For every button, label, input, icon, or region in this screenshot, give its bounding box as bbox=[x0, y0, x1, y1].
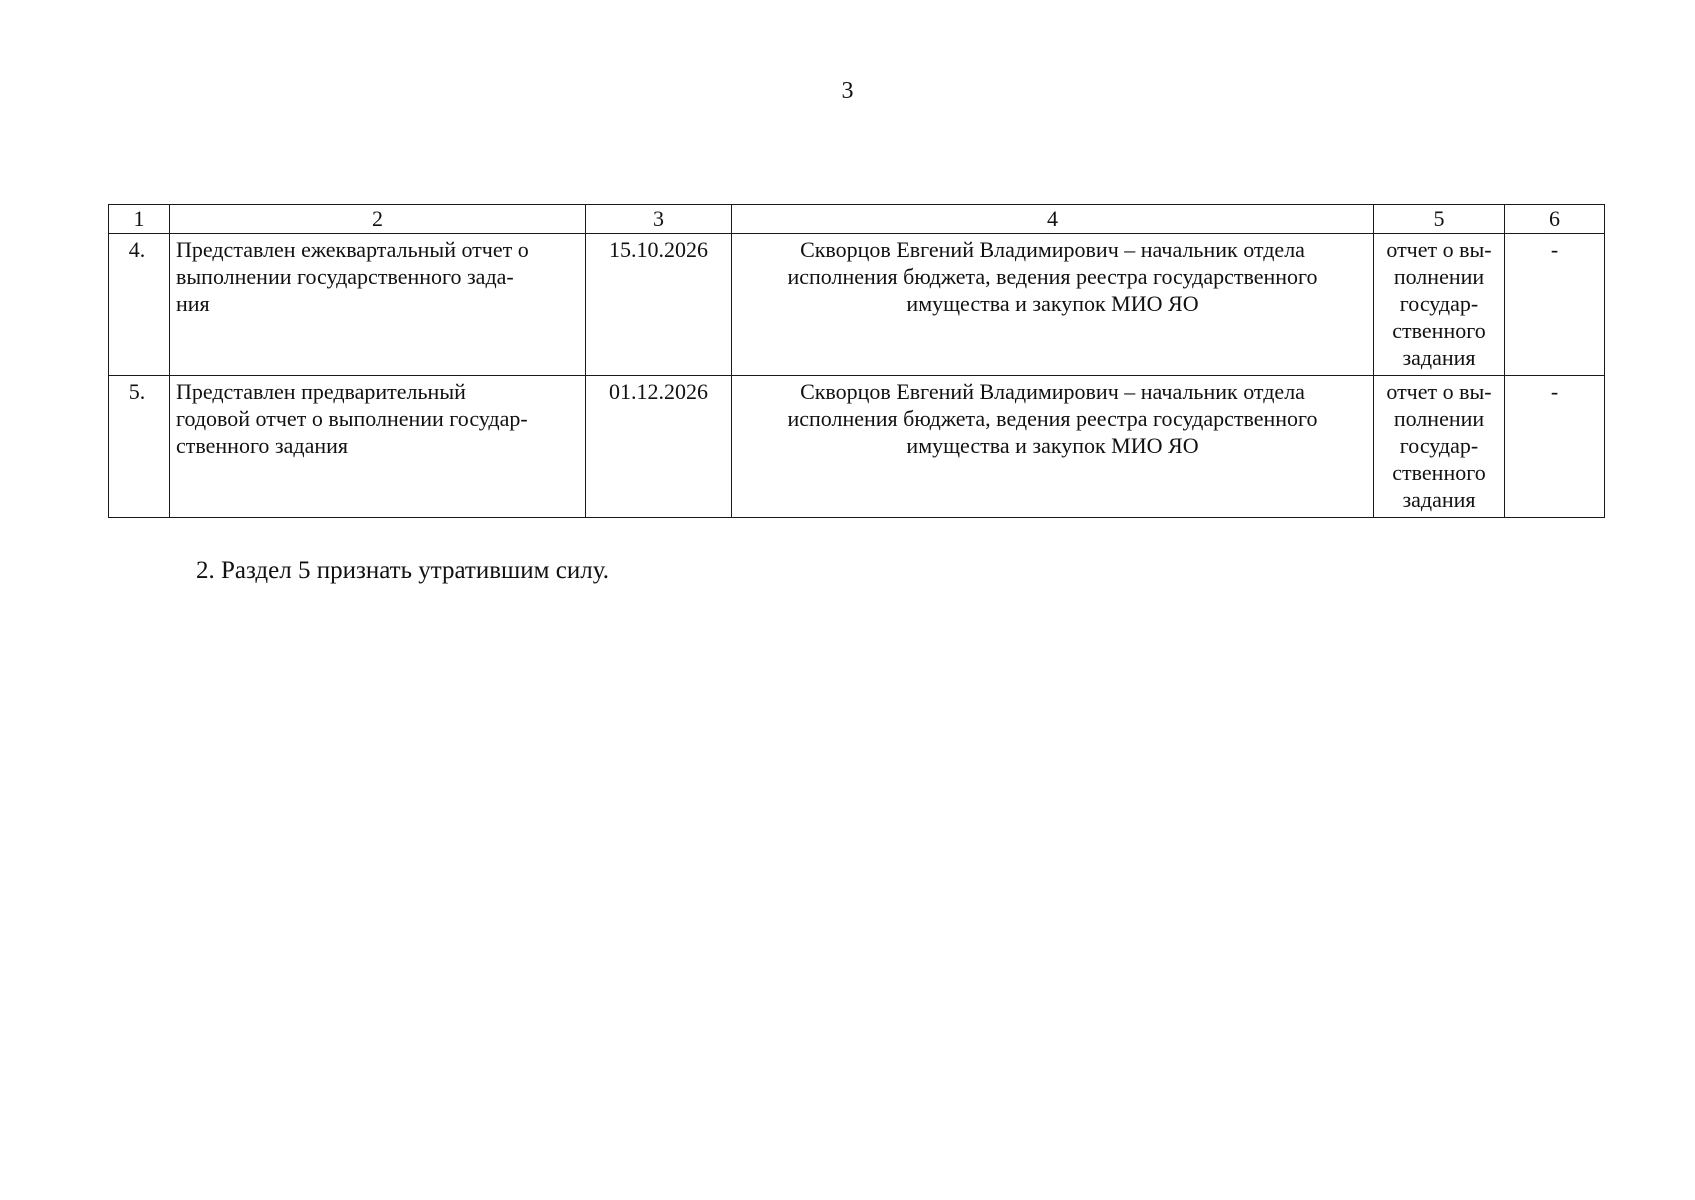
header-cell: 2 bbox=[170, 205, 586, 234]
description-line: выполнении государственного зада- bbox=[176, 264, 514, 289]
document-line: полнении bbox=[1393, 406, 1485, 431]
responsible-line: Скворцов Евгений Владимирович – начальник отдела bbox=[800, 379, 1305, 404]
row-document bbox=[1374, 234, 1505, 376]
table-header-row bbox=[109, 205, 1605, 234]
description-line: ственного задания bbox=[176, 433, 349, 458]
document-line: государ- bbox=[1399, 291, 1479, 316]
body-paragraph: 2. Раздел 5 признать утратившим силу. bbox=[196, 557, 609, 584]
document-line: полнении bbox=[1393, 264, 1485, 289]
document-table bbox=[108, 204, 1605, 518]
responsible-line: Скворцов Евгений Владимирович – начальник отдела bbox=[800, 237, 1305, 262]
table-row bbox=[109, 376, 1605, 518]
document-line: задания bbox=[1402, 487, 1476, 512]
document-line: задания bbox=[1402, 345, 1476, 370]
row-date: 15.10.2026 bbox=[586, 234, 732, 376]
header-cell: 4 bbox=[732, 205, 1374, 234]
row-responsible bbox=[732, 234, 1374, 376]
description-line: годовой отчет о выполнении государ- bbox=[176, 406, 528, 431]
document-line: государ- bbox=[1399, 433, 1479, 458]
row-number: 4. bbox=[109, 234, 170, 376]
description-line: ния bbox=[176, 291, 210, 316]
header-cell: 3 bbox=[586, 205, 732, 234]
description-line: Представлен предварительный bbox=[176, 379, 466, 404]
responsible-line: имущества и закупок МИО ЯО bbox=[906, 433, 1199, 458]
row-description bbox=[170, 234, 586, 376]
description-line: Представлен ежеквартальный отчет о bbox=[176, 237, 529, 262]
page-number bbox=[0, 78, 1695, 105]
row-note: - bbox=[1505, 234, 1605, 376]
header-cell: 5 bbox=[1374, 205, 1505, 234]
row-note: - bbox=[1505, 376, 1605, 518]
document-line: ственного bbox=[1392, 318, 1486, 343]
document-line: ственного bbox=[1392, 460, 1486, 485]
row-number: 5. bbox=[109, 376, 170, 518]
header-cell: 1 bbox=[109, 205, 170, 234]
table-row bbox=[109, 234, 1605, 376]
row-date: 01.12.2026 bbox=[586, 376, 732, 518]
row-responsible bbox=[732, 376, 1374, 518]
row-description bbox=[170, 376, 586, 518]
header-cell: 6 bbox=[1505, 205, 1605, 234]
document-line: отчет о вы- bbox=[1386, 237, 1492, 262]
page-number-text: 3 bbox=[841, 78, 854, 104]
responsible-line: исполнения бюджета, ведения реестра государственного bbox=[787, 264, 1318, 289]
row-document bbox=[1374, 376, 1505, 518]
document-line: отчет о вы- bbox=[1386, 379, 1492, 404]
responsible-line: имущества и закупок МИО ЯО bbox=[906, 291, 1199, 316]
responsible-line: исполнения бюджета, ведения реестра государственного bbox=[787, 406, 1318, 431]
